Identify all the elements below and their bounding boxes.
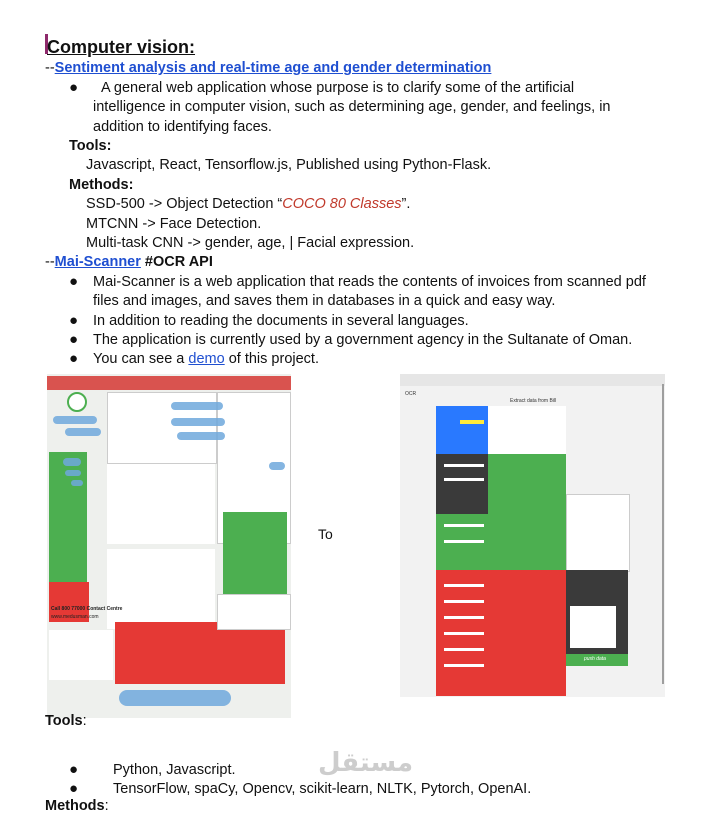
bullet4-suffix: of this project. [224, 351, 319, 367]
project1-desc-line2: intelligence in computer vision, such as determining age, gender, and feelings, in [93, 99, 611, 115]
scanner-blue-panel [436, 406, 488, 454]
scanner-app-screenshot [400, 374, 665, 697]
scanner-field [444, 632, 484, 635]
demo-link[interactable]: demo [188, 351, 225, 367]
redaction-mark [63, 458, 81, 466]
project1-title-link[interactable]: Sentiment analysis and real-time age and gender determination [54, 60, 492, 76]
project3-tool2: TensorFlow, spaCy, Opencv, scikit-learn, NLTK, Pytorch, OpenAI. [113, 781, 532, 797]
invoice-footer-panel [49, 630, 113, 680]
redaction-mark [65, 428, 101, 436]
scanner-right-form [566, 494, 630, 572]
redaction-mark [53, 416, 97, 424]
project1-method1 [86, 195, 410, 214]
project1-method2: MTCNN -> Face Detection. [86, 216, 262, 232]
project3-tools-label: Tools [45, 713, 83, 729]
project2-heading [45, 253, 213, 272]
method1-italic: COCO 80 Classes [282, 196, 402, 212]
scanner-field [444, 664, 484, 667]
bullet-dot: ● [69, 331, 79, 348]
invoice-screenshot [47, 374, 291, 718]
project1-method3: Multi-task CNN -> gender, age, | Facial expression. [86, 235, 415, 251]
project1-desc-line1: A general web application whose purpose is to clarify some of the artificial [101, 80, 575, 96]
redaction-mark [65, 470, 81, 476]
invoice-table [107, 464, 215, 544]
project1-tools-label: Tools: [69, 138, 112, 154]
scanner-field [444, 584, 484, 587]
invoice-charges-table [107, 549, 215, 629]
project2-bullet4 [93, 350, 319, 369]
redaction-mark [171, 418, 225, 426]
scanner-textarea [570, 606, 616, 648]
bullet-dot: ● [69, 312, 79, 329]
invoice-site-text: www.medusman.com [51, 614, 99, 620]
project3-methods-heading [45, 797, 109, 816]
project1-methods-label: Methods: [69, 177, 134, 193]
scanner-field [444, 524, 484, 527]
redaction-mark [71, 480, 83, 486]
project2-tag: #OCR API [140, 254, 213, 270]
bullet-dot: ● [69, 273, 79, 290]
project1-desc-line3: addition to identifying faces. [93, 119, 272, 135]
redaction-mark [177, 432, 225, 440]
project2-bullet1-line1: Mai-Scanner is a web application that reads the contents of invoices from scanned pdf [93, 274, 646, 290]
project3-tools-colon: : [82, 713, 87, 729]
invoice-details-table [217, 594, 291, 630]
section-title: Computer vision: [47, 37, 196, 57]
redaction-mark [171, 402, 223, 410]
invoice-bottom-red-panel [115, 622, 285, 684]
project3-methods-colon: : [104, 798, 109, 814]
project2-bullet1-line2: files and images, and saves them in databases in a quick and easy way. [93, 293, 556, 309]
scanner-push-label: push data [584, 656, 606, 662]
project2-title-link[interactable]: Mai-Scanner [54, 254, 141, 270]
scanner-form-top [488, 406, 566, 454]
project1-prefix: -- [45, 60, 55, 76]
project2-bullet2: In addition to reading the documents in several languages. [93, 313, 469, 329]
project2-bullet3: The application is currently used by a government agency in the Sultanate of Oman. [93, 332, 633, 348]
bullet-dot: ● [69, 780, 79, 797]
redaction-mark [269, 462, 285, 470]
scanner-field [444, 464, 484, 467]
watermark-logo: مستقل [318, 748, 414, 778]
scanner-green-form [488, 454, 566, 570]
invoice-logo-icon [67, 392, 87, 412]
project3-tools-heading [45, 712, 87, 731]
scanner-scrollbar [662, 384, 664, 684]
scanner-nav-bar [400, 374, 665, 386]
project2-prefix: -- [45, 254, 55, 270]
scanner-yellow-mark [460, 420, 484, 424]
scanner-field [444, 648, 484, 651]
bullet-dot: ● [69, 761, 79, 778]
invoice-header-bar [47, 376, 291, 390]
scanner-field [444, 600, 484, 603]
project1-tools-text: Javascript, React, Tensorflow.js, Published using Python-Flask. [86, 157, 492, 173]
scanner-field [444, 616, 484, 619]
scanner-ocr-label: OCR [405, 391, 417, 397]
redaction-mark [119, 690, 231, 706]
bullet-dot: ● [69, 79, 79, 96]
bullet-dot: ● [69, 350, 79, 367]
scanner-field [444, 478, 484, 481]
project3-methods-label: Methods [45, 798, 105, 814]
to-label: To [318, 526, 333, 542]
project3-tool1: Python, Javascript. [113, 762, 236, 778]
project1-heading [45, 59, 491, 78]
method1-suffix: ”. [401, 196, 411, 212]
bullet4-prefix: You can see a [93, 351, 189, 367]
invoice-phone-text: Call 800 77000 Contact Centre [51, 606, 123, 612]
scanner-heading: Extract data from Bill [510, 398, 557, 404]
method1-prefix: SSD-500 -> Object Detection “ [86, 196, 283, 212]
scanner-field [444, 540, 484, 543]
